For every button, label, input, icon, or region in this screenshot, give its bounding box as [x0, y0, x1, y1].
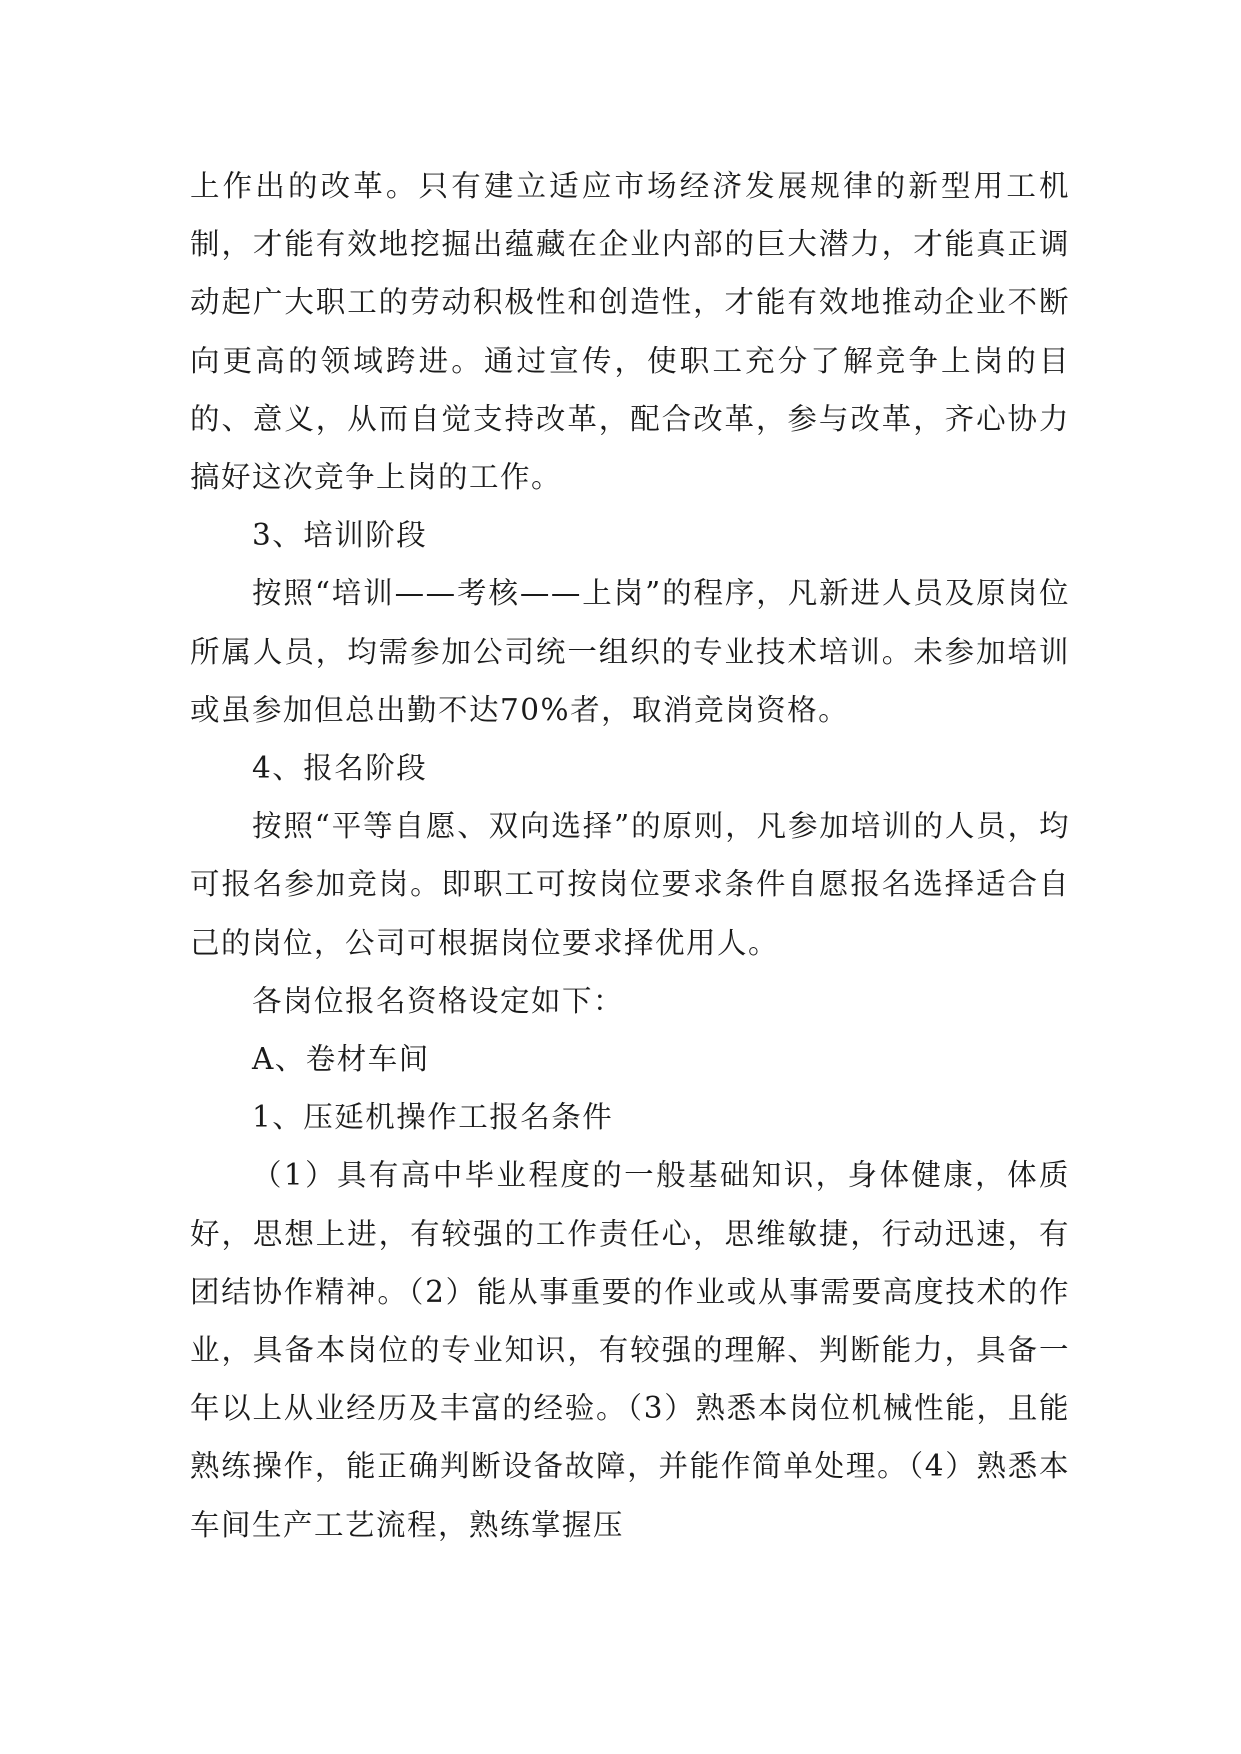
heading-roll-workshop: A、卷材车间 — [252, 1042, 430, 1077]
heading-training-stage: 3、培训阶段 — [252, 518, 428, 553]
paragraph-reform-continuation: 上作出的改革。只有建立适应市场经济发展规律的新型用工机制，才能有效地挖掘出蕴藏在企业内部的巨大潜力，才能真正调动起广大职工的劳动积极性和创造性，才能有效地推动企业不断向更高的领域跨进。通过宣传，使职工充分了解竞争上岗的目的、意义，从而自觉支持改革，配合改革，参与改革，齐心协力搞好这次竞争上岗的工作。 — [190, 169, 1070, 495]
paragraph-operator-conditions: （1）具有高中毕业程度的一般基础知识，身体健康，体质好，思想上进，有较强的工作责任心，思维敏捷，行动迅速，有团结协作精神。（2）能从事重要的作业或从事需要高度技术的作业，具备本岗位的专业知识，有较强的理解、判断能力，具备一年以上从业经历及丰富的经验。（3）熟悉本岗位机械性能，且能熟练操作，能正确判断设备故障，并能作简单处理。（4）熟悉本车间生产工艺流程，熟练掌握压 — [190, 1158, 1070, 1542]
paragraph-registration-principle: 按照“平等自愿、双向选择”的原则，凡参加培训的人员，均可报名参加竞岗。即职工可按岗位要求条件自愿报名选择适合自己的岗位，公司可根据岗位要求择优用人。 — [190, 809, 1070, 960]
heading-calender-operator: 1、压延机操作工报名条件 — [252, 1100, 614, 1135]
heading-registration-stage: 4、报名阶段 — [252, 751, 428, 786]
paragraph-training-procedure: 按照“培训——考核——上岗”的程序，凡新进人员及原岗位所属人员，均需参加公司统一组织的专业技术培训。未参加培训或虽参加但总出勤不达70%者，取消竞岗资格。 — [190, 576, 1070, 727]
paragraph-qualification-intro: 各岗位报名资格设定如下： — [252, 983, 625, 1018]
document-body — [190, 157, 1070, 1554]
